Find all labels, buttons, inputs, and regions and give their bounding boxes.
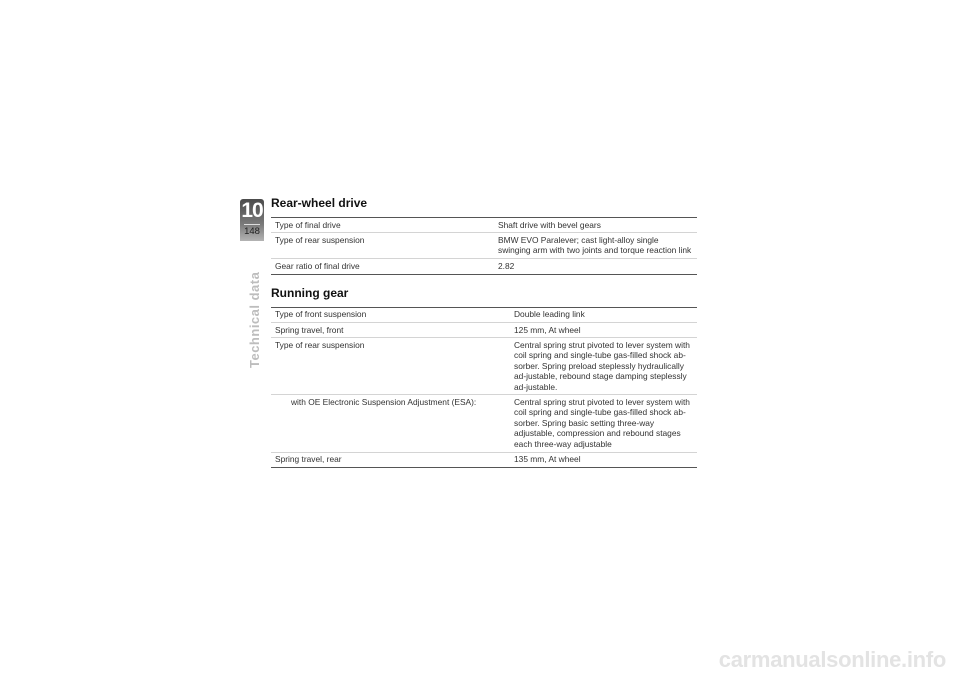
spec-label: Spring travel, rear (275, 454, 342, 464)
table-row (271, 259, 697, 274)
table-row (271, 233, 697, 259)
spec-table-rear-wheel-drive (271, 217, 697, 275)
spec-value: Shaft drive with bevel gears (498, 219, 601, 230)
table-row (271, 218, 697, 233)
spec-value: 135 mm, At wheel (514, 454, 581, 464)
spec-value: Central spring strut pivoted to lever system with coil spring and single-tube gas-filled shock ab-sorber. Spring basic setting three-way adjustable, compression and rebound stages each three-way adjustable (514, 396, 690, 449)
chapter-number: 10 (241, 199, 263, 222)
table-row (271, 307, 697, 322)
watermark: carmanualsonline.info (718, 647, 946, 672)
spec-content (271, 196, 697, 479)
spec-label: Gear ratio of final drive (275, 260, 360, 271)
spec-label: Spring travel, front (275, 324, 344, 335)
spec-value: BMW EVO Paralever; cast light-alloy single swinging arm with two joints and torque reaction link (498, 234, 692, 256)
spec-value: Central spring strut pivoted to lever system with coil spring and single-tube gas-filled shock ab-sorber. Spring preload steplessly hydraulically ad-justable, rebound stage damping steplessly ad-justable. (514, 339, 690, 392)
page-number: 148 (244, 226, 260, 237)
spec-value: Double leading link (514, 309, 585, 320)
chapter-title: Technical data (247, 271, 262, 368)
table-row (271, 338, 697, 395)
spec-label: with OE Electronic Suspension Adjustment (ESA): (291, 396, 477, 407)
section-heading-rear-wheel-drive: Rear-wheel drive (271, 196, 368, 210)
table-row (271, 323, 697, 338)
table-row (271, 452, 697, 467)
spec-label: Type of rear suspension (275, 234, 365, 245)
spec-value: 125 mm, At wheel (514, 324, 581, 335)
spec-value: 2.82 (498, 260, 515, 271)
section-heading-running-gear: Running gear (271, 285, 349, 300)
spec-table-running-gear (271, 307, 697, 468)
spec-label: Type of rear suspension (275, 339, 365, 350)
spec-label: Type of front suspension (275, 309, 367, 320)
spec-label: Type of final drive (275, 219, 341, 230)
table-row (271, 395, 697, 452)
